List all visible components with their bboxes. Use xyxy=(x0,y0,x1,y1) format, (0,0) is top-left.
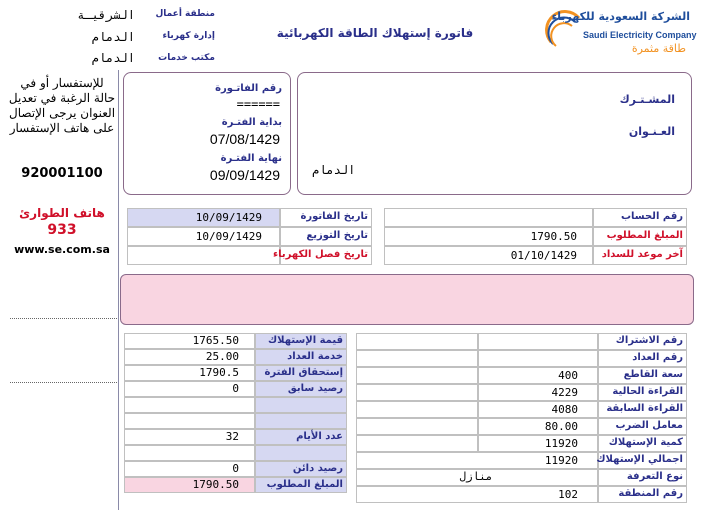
charges-row-value: 32 xyxy=(225,430,239,443)
meter-row-label: رقم العداد xyxy=(632,352,683,363)
meter-row-value: 11920 xyxy=(544,454,578,467)
account-row-value: 1790.50 xyxy=(530,230,577,243)
left-dotted-line-top xyxy=(10,318,117,319)
meter-row-value: منازل xyxy=(459,470,493,483)
office-value: الدمام xyxy=(91,51,135,65)
period-end-label: نهاية الفتـرة xyxy=(220,153,282,164)
dates-row-label: تاريخ التوزيع xyxy=(306,230,368,241)
dates-row-value: 10/09/1429 xyxy=(195,211,262,224)
charges-row-label: رصيد دائن xyxy=(292,463,343,474)
page-title: فاتورة إستهلاك الطاقة الكهربائية xyxy=(276,26,474,40)
charges-table xyxy=(124,333,347,493)
period-start-value: 07/08/1429 xyxy=(209,131,280,147)
contact-phone: 920001100 xyxy=(21,166,103,181)
meter-row-value: 80.00 xyxy=(544,420,578,433)
admin-value: الدمام xyxy=(91,30,135,44)
meter-row-label: رقم الاشتراك xyxy=(615,335,683,346)
meter-row-value: 4080 xyxy=(551,403,578,416)
meter-row-value: 400 xyxy=(558,369,578,382)
account-row-value: 01/10/1429 xyxy=(510,249,577,262)
charges-row-label: خدمة العداد xyxy=(287,351,343,362)
company-slogan: طاقة مثمرة xyxy=(631,42,686,55)
message-box xyxy=(120,274,694,325)
charges-row-label: رصيد سابق xyxy=(287,383,343,394)
account-row-label: آخر موعد للسداد xyxy=(601,249,683,260)
meter-row-value: 102 xyxy=(558,488,578,501)
account-row-label: المبلغ المطلوب xyxy=(606,230,683,241)
website-link[interactable]: www.se.com.sa xyxy=(14,243,110,256)
meter-table xyxy=(356,333,687,503)
emergency-number: 933 xyxy=(47,222,77,238)
meter-row-label: رقم المنطقة xyxy=(618,488,683,499)
subscriber-address-label: العـنـوان xyxy=(628,125,675,138)
charges-row-value: 1765.50 xyxy=(192,334,239,347)
admin-label: إدارة كهرباء xyxy=(162,31,215,41)
meter-row-label: نوع التعرفة xyxy=(626,471,683,482)
company-name-ar: الشركة السعودية للكهرباء xyxy=(551,10,690,23)
period-end-value: 09/09/1429 xyxy=(209,167,280,183)
left-dotted-line-bottom xyxy=(10,382,117,383)
charges-row-value: 1790.5 xyxy=(199,366,239,379)
region-label: منطقة أعمال xyxy=(155,9,215,19)
period-start-label: بداية الفتـرة xyxy=(221,117,282,128)
meter-row-label: القراءة الحالية xyxy=(612,386,683,397)
company-logo xyxy=(543,6,698,62)
meter-row-label: كمية الإستهلاك xyxy=(608,437,683,448)
charges-row-label: إستحقاق الفترة xyxy=(264,367,343,378)
subscriber-city: الدمام xyxy=(312,163,356,177)
dates-row-label: تاريخ فصل الكهرباء xyxy=(273,249,368,260)
charges-row-value: 25.00 xyxy=(205,350,239,363)
meter-row-label: معامل الضرب xyxy=(615,420,683,431)
emergency-label: هاتف الطوارئ xyxy=(19,206,105,220)
invoice-box xyxy=(123,72,291,195)
company-name-en: Saudi Electricity Company xyxy=(583,30,697,40)
charges-row-value: 0 xyxy=(232,382,239,395)
charges-row-label: قيمة الإستهلاك xyxy=(267,335,343,346)
charges-total-value: 1790.50 xyxy=(192,478,239,491)
charges-row-label: عدد الأيام xyxy=(296,431,343,442)
left-column-divider xyxy=(118,70,119,510)
meter-row-label: القراءة السابقة xyxy=(606,403,683,414)
invoice-number-label: رقم الفاتـورة xyxy=(215,83,282,94)
meter-row-value: 4229 xyxy=(551,386,578,399)
charges-row-value: 0 xyxy=(232,462,239,475)
dates-row-value: 10/09/1429 xyxy=(195,230,262,243)
meter-row-value: 11920 xyxy=(544,437,578,450)
invoice-number-value: ====== xyxy=(236,97,280,111)
dates-table xyxy=(127,208,372,265)
office-label: مكتب خدمات xyxy=(158,53,215,63)
dates-row-label: تاريخ الفاتورة xyxy=(300,211,368,222)
account-row-label: رقم الحساب xyxy=(621,211,683,222)
subscriber-name-label: المشـتـرك xyxy=(619,93,675,106)
subscriber-box xyxy=(297,72,692,195)
meter-row-label: سعة القاطع xyxy=(623,369,683,380)
account-table xyxy=(384,208,687,265)
contact-text: للإستفسار أو في حالة الرغبة في تعديل العنوان يرجى الإتصال على هاتف الإستفسار xyxy=(8,76,116,135)
charges-total-label: المبلغ المطلوب xyxy=(266,479,343,490)
meter-row-label: اجمالي الإستهلاك xyxy=(596,454,683,465)
region-value: الشرقيـة xyxy=(77,8,135,22)
